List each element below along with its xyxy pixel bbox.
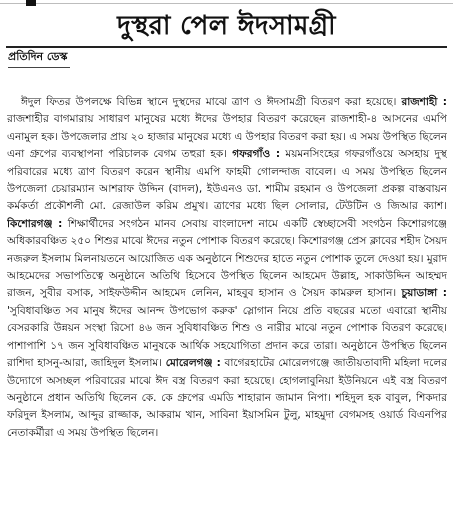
article-body bbox=[7, 94, 447, 512]
rajshahi-text: রাজশাহীর বাগমারায় সাধারণ মানুষের মধ্যে ঈদের উপহার বিতরণ করেছেন রাজশাহী-৪ আসনের এমপি এনামুল হক। উপজেলার প্রায় ২০ হাজার মানুষের মধ্যে এ উপহার বিতরণ করা হয়। এ সময় উপস্থিত ছিলেন এনা গ্রুপের ব্যবস্থাপনা পরিচালক বেগম তহুরা হক। bbox=[7, 113, 447, 161]
location-kishoreganj: কিশোরগঞ্জ : bbox=[7, 217, 63, 230]
location-morrelganj: মোরেলগঞ্জ : bbox=[165, 357, 221, 370]
article-paragraph bbox=[7, 94, 447, 442]
location-chuadanga: চুয়াডাঙ্গা : bbox=[401, 287, 447, 300]
intro-text: ঈদুল ফিতর উপলক্ষে বিভিন্ন স্থানে দুস্থদের মাঝে ত্রাণ ও ঈদসামগ্রী বিতরণ করা হয়েছে। bbox=[21, 96, 397, 108]
location-gafargaon: গফরগাঁও : bbox=[232, 148, 281, 161]
byline-underline bbox=[8, 67, 70, 68]
chuadanga-text: 'সুবিধাবঞ্চিত সব মানুষ ঈদের আনন্দ উপভোগ করুক' স্লোগান নিয়ে প্রতি বছরের মতো এবারো স্থানীয় বেসরকারি উন্নয়ন সংস্থা রিসো ৪৬ জন সুবিধাবঞ্চিত শিশু ও নারীর মাঝে নতুন পোশাক বিতরণ করেছে। পাশাপাশি ১৭ জন সুবিধাবঞ্চিত মানুষকে আর্থিক সহযোগিতা প্রদান করে তারা। অনুষ্ঠানে উপস্থিত ছিলেন রাশিদা হাসনু-আরা, জাহিদুল ইসলাম। bbox=[7, 304, 447, 370]
morrelganj-text: বাগেরহাটের মোরেলগঞ্জে জাতীয়তাবাদী মহিলা দলের উদ্যোগে অসচ্ছল পরিবারের মাঝে ঈদ বস্ত্র বিতরণ করা হয়েছে। হোগলাবুনিয়া ইউনিয়নে এই বস্ত্র বিতরণ অনুষ্ঠানে প্রধান অতিথি ছিলেন কে. কে গ্রুপের এমডি শাহারান জামান নিপা। শহিদুল হক বাবুল, শিকদার ফরিদুল ইসলাম, আব্দুর রাজ্জাক, আকরাম খান, সাবিনা ইয়াসমিন টুলু, মাহমুদা বেগমসহ ওয়ার্ড বিএনপির নেতাকর্মীরা এ সময় উপস্থিত ছিলেন। bbox=[7, 357, 447, 439]
top-divider-line bbox=[0, 3, 453, 4]
top-ink-mark bbox=[26, 0, 36, 6]
location-rajshahi: রাজশাহী : bbox=[401, 96, 447, 108]
article-headline: দুস্থরা পেল ঈদসামগ্রী bbox=[117, 11, 336, 41]
headline-divider bbox=[6, 46, 447, 48]
top-rule bbox=[0, 0, 453, 7]
article-byline: প্রতিদিন ডেস্ক bbox=[8, 50, 68, 63]
gafargaon-text: ময়মনসিংহের গফরগাঁওয়ে অসহায় দুস্থ পরিবারের মধ্যে ত্রাণ বিতরণ করেন স্থানীয় এমপি ফাহমী গোলন্দাজ বাবেল। এ সময় উপস্থিত ছিলেন উপজেলা চেয়ারম্যান আশরাফ উদ্দিন (বাদল), ইউএনও ডা. শামীম রহমান ও উপজেলা প্রকল্প বাস্তবায়ন কর্মকর্তা প্রকৌশলী মো. রেজাউল করিম প্রমুখ। ত্রাণের মধ্যে ছিল সোলার, টেউটিন ও জিআর ক্যাশ। bbox=[7, 148, 447, 213]
kishoreganj-text: শিক্ষার্থীদের সংগঠন মানব সেবায় বাংলাদেশ নামে একটি স্বেচ্ছাসেবী সংগঠন কিশোরগঞ্জে অধিকারবঞ্চিত ২৫০ শিশুর মাঝে ঈদের নতুন পোশাক বিতরণ করেছে। কিশোরগঞ্জ প্রেস ক্লাবের শহীদ সৈয়দ নজরুল ইসলাম মিলনায়তনে আয়োজিত এক অনুষ্ঠানে শিশুদের হাতে নতুন পোশাক তুলে দেওয়া হয়। মুরাদ আহমেদের সভাপতিত্বে অনুষ্ঠানে অতিথি হিসেবে উপস্থিত ছিলেন আহমেদ উল্লাহ, সাকাউদ্দিন আহম্মদ রাজন, সুবীর বসাক, সাইফউদ্দীন আহমেদ লেনিন, মাহবুব হাসান ও সৈয়দ কামরুল হাসান। bbox=[7, 217, 447, 300]
